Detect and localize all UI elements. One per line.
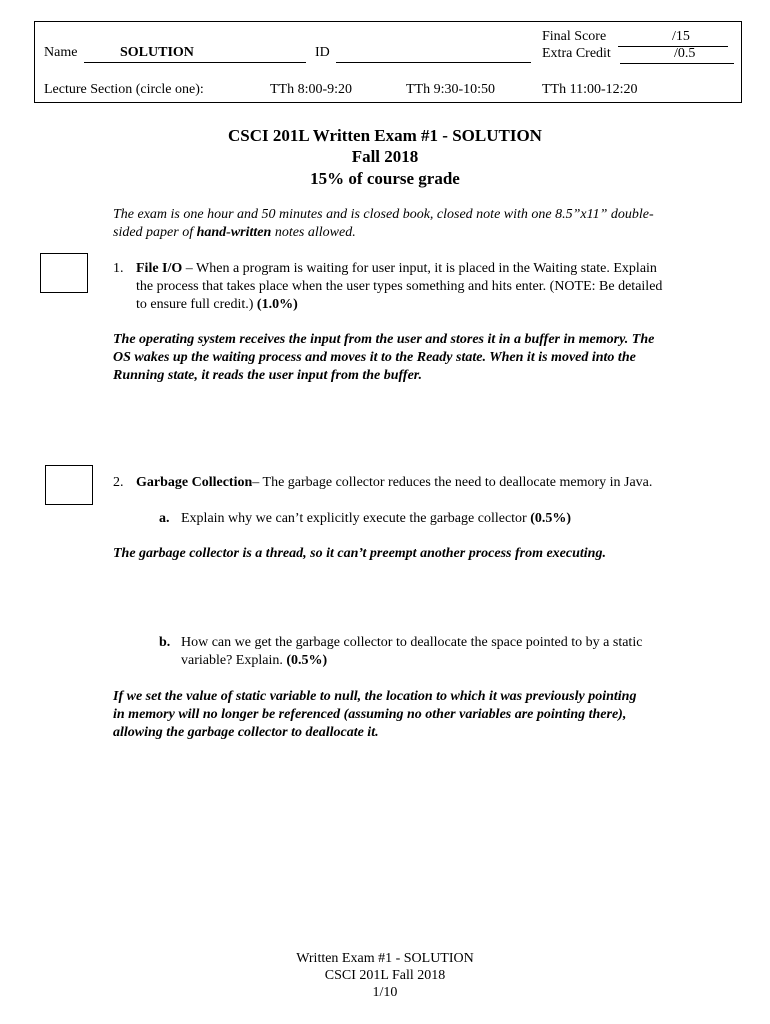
section-option-2[interactable]: TTh 9:30-10:50 [406, 82, 496, 97]
id-field[interactable] [336, 45, 531, 63]
exam-instructions: The exam is one hour and 50 minutes and is closed book, closed note with one 8.5”x11” double-sided paper of hand-written notes allowed. [113, 207, 654, 240]
q2a-prompt: Explain why we can’t explicitly execute the garbage collector (0.5%) [181, 511, 572, 526]
q2b-label: b. [159, 635, 171, 650]
final-score-field[interactable] [618, 29, 728, 47]
page-number: 1/10 [372, 985, 398, 1000]
extra-credit-field[interactable] [620, 46, 734, 64]
q2-prompt: Garbage Collection– The garbage collector reduces the need to deallocate memory in Java. [136, 475, 653, 490]
section-option-3[interactable]: TTh 11:00-12:20 [542, 82, 638, 97]
q1-number: 1. [113, 261, 124, 276]
q2b-points: (0.5%) [286, 653, 328, 668]
name-field[interactable] [84, 45, 306, 63]
q2-topic: Garbage Collection [136, 475, 253, 490]
q1-score-box[interactable] [40, 253, 88, 293]
q2-number: 2. [113, 475, 124, 490]
q2b-prompt: How can we get the garbage collector to deallocate the space pointed to by a static variable? Explain. (0.5%) [181, 635, 643, 668]
extra-credit-label: Extra Credit [542, 46, 611, 61]
instructions-emphasis: hand-written [196, 225, 272, 240]
extra-credit-value: /0.5 [674, 46, 696, 61]
q2a-label: a. [159, 511, 170, 526]
q2b-answer: If we set the value of static variable to null, the location to which it was previously pointing in memory will no longer be referenced (assuming no other variables are pointing there), allowing the garbage collector to deallocate it. [113, 689, 637, 740]
q2-score-box[interactable] [45, 465, 93, 505]
lecture-section-label: Lecture Section (circle one): [44, 82, 204, 97]
q1-topic: File I/O [136, 261, 183, 276]
footer-course: CSCI 201L Fall 2018 [324, 968, 446, 983]
q1-points: (1.0%) [256, 297, 298, 312]
exam-term: Fall 2018 [351, 147, 419, 166]
footer-title: Written Exam #1 - SOLUTION [296, 951, 474, 966]
id-label: ID [315, 45, 330, 60]
q2a-answer: The garbage collector is a thread, so it can’t preempt another process from executing. [113, 546, 606, 561]
name-value: SOLUTION [120, 45, 194, 60]
final-score-value: /15 [672, 29, 690, 44]
final-score-label: Final Score [542, 29, 607, 44]
name-label: Name [44, 45, 78, 60]
q1-prompt: File I/O – When a program is waiting for user input, it is placed in the Waiting state. Explain the process that takes place when the user types something and hits enter. (NOTE: Be detailed to ensure full credit.) (1.0%) [136, 261, 663, 312]
section-option-1[interactable]: TTh 8:00-9:20 [270, 82, 353, 97]
q1-answer: The operating system receives the input from the user and stores it in a buffer in memory. The OS wakes up the waiting process and moves it to the Ready state. When it is moved into the Running state, it reads the user input from the buffer. [113, 332, 655, 383]
q2a-points: (0.5%) [530, 511, 572, 526]
exam-title: CSCI 201L Written Exam #1 - SOLUTION [228, 126, 542, 145]
exam-weight: 15% of course grade [310, 169, 460, 188]
